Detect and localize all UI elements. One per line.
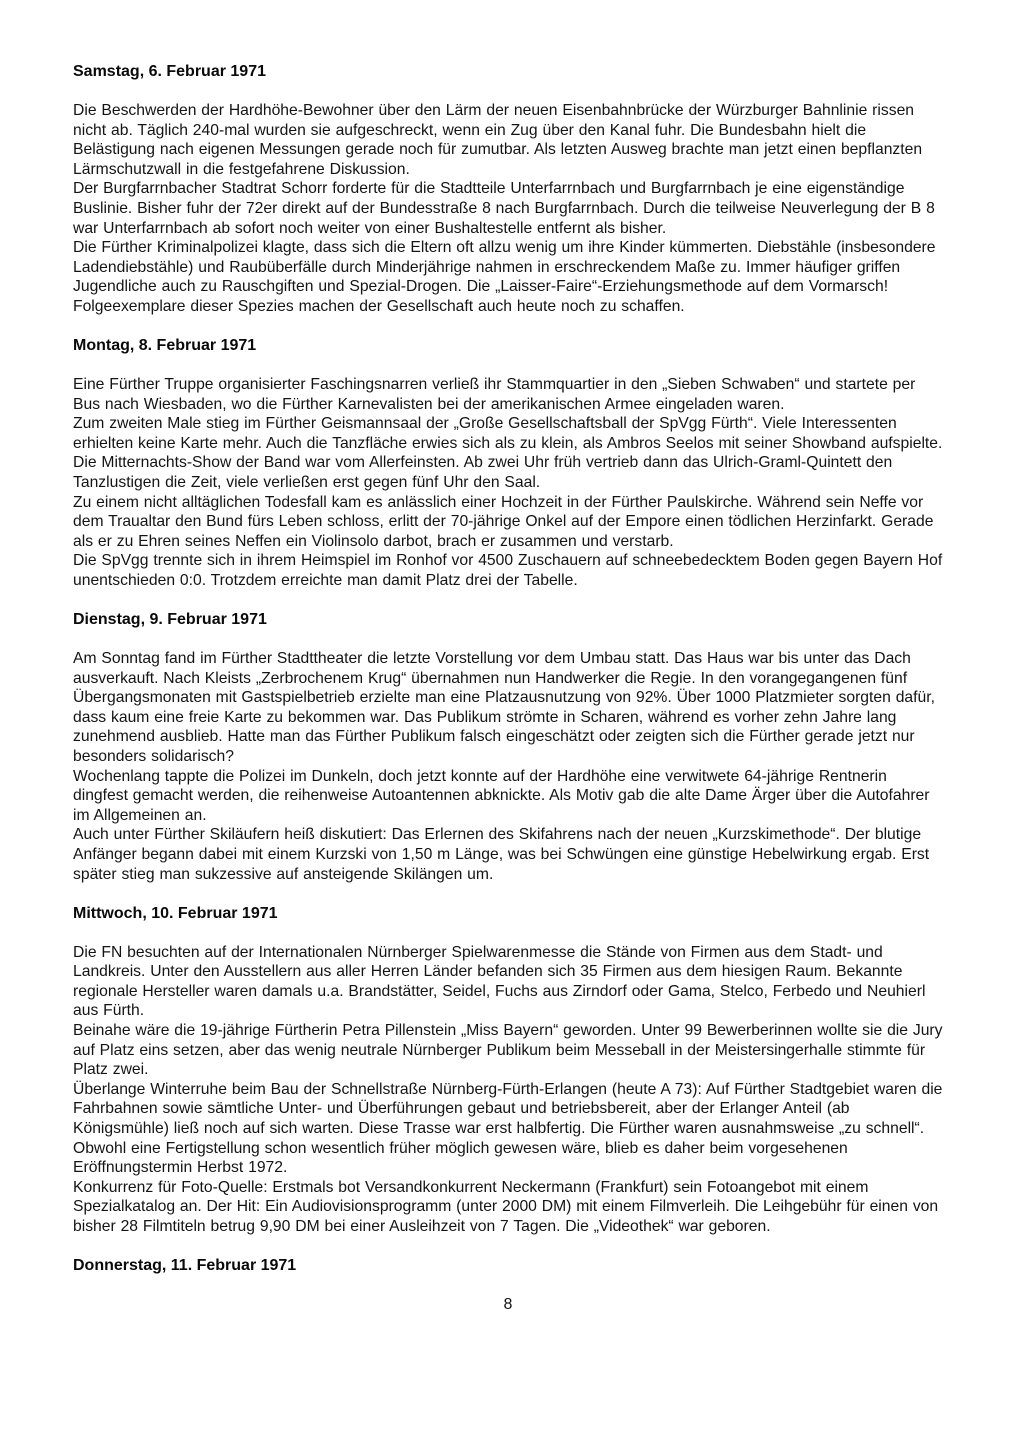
paragraph: Konkurrenz für Foto-Quelle: Erstmals bot Versandkonkurrent Neckermann (Frankfurt) sein Fotoangebot mit einem Spezialkatalog an. Der Hit: Ein Audiovisionsprogramm (unter 2000 DM) mit einem Filmverleih. Die Leihgebühr für einen von bisher 28 Filmtiteln betrug 9,90 DM bei einer Ausleihzeit von 7 Tagen. Die „Videothek“ war geboren.	[73, 1178, 939, 1235]
paragraph: Die Fürther Kriminalpolizei klagte, dass sich die Eltern oft allzu wenig um ihre Kinder kümmerten. Diebstähle (insbesondere Ladendiebstähle) und Raubüberfälle durch Minderjährige nahmen in erschreckendem Maße zu. Immer häufiger griffen Jugendliche auch zu Rauschgiften und Spezial-Drogen. Die „Laisser-Faire“-Erziehungsmethode auf dem Vormarsch! Folgeexemplare dieser Spezies machen der Gesellschaft auch heute noch zu schaffen.	[73, 239, 936, 315]
entry-body-mittwoch	[73, 943, 943, 1237]
heading-mittwoch-10-februar-1971: Mittwoch, 10. Februar 1971	[73, 904, 278, 922]
page-number: 8	[503, 1296, 513, 1314]
paragraph: Die Beschwerden der Hardhöhe-Bewohner über den Lärm der neuen Eisenbahnbrücke der Würzburger Bahnlinie rissen nicht ab. Täglich 240-mal wurden sie aufgeschreckt, wenn ein Zug über den Kanal fuhr. Die Bundesbahn hielt die Belästigung nach eigenen Messungen gerade noch für zumutbar. Als letzten Ausweg brachte man jetzt einen bepflanzten Lärmschutzwall in die festgefahrene Diskussion.	[73, 102, 923, 178]
paragraph: Zu einem nicht alltäglichen Todesfall kam es anlässlich einer Hochzeit in der Fürther Paulskirche. Während sein Neffe vor dem Traualtar den Bund fürs Leben schloss, erlitt der 70-jährige Onkel auf der Empore einen tödlichen Herzinfarkt. Gerade als er zu Ehren seines Neffen ein Violinsolo darbot, brach er zusammen und verstarb.	[73, 493, 934, 550]
entry-body-dienstag	[73, 649, 943, 884]
paragraph: Wochenlang tappte die Polizei im Dunkeln, doch jetzt konnte auf der Hardhöhe eine verwitwete 64-jährige Rentnerin dingfest gemacht werden, die reihenweise Autoantennen abknickte. Als Motiv gab die alte Dame Ärger über die Autofahrer im Allgemeinen an.	[73, 767, 930, 824]
paragraph: Zum zweiten Male stieg im Fürther Geismannsaal der „Große Gesellschaftsball der SpVgg Fürth“. Viele Interessenten erhielten keine Karte mehr. Auch die Tanzfläche erwies sich als zu klein, als Ambros Seelos mit seiner Showband aufspielte. Die Mitternachts-Show der Band war vom Allerfeinsten. Ab zwei Uhr früh vertrieb dann das Ulrich-Graml-Quintett den Tanzlustigen die Zeit, viele verließen erst gegen fünf Uhr den Saal.	[73, 415, 943, 491]
document-page	[73, 62, 943, 1315]
heading-montag-8-februar-1971: Montag, 8. Februar 1971	[73, 337, 257, 355]
heading-samstag-6-februar-1971: Samstag, 6. Februar 1971	[73, 63, 266, 80]
heading-dienstag-9-februar-1971: Dienstag, 9. Februar 1971	[73, 611, 267, 629]
heading-donnerstag-11-februar-1971: Donnerstag, 11. Februar 1971	[73, 1257, 297, 1275]
paragraph: Am Sonntag fand im Fürther Stadttheater die letzte Vorstellung vor dem Umbau statt. Das Haus war bis unter das Dach ausverkauft. Nach Kleists „Zerbrochenem Krug“ übernahmen nun Handwerker die Regie. In den vorangegangenen fünf Übergangsmonaten mit Gastspielbetrieb erzielte man eine Platzausnutzung von 92%. Über 1000 Platzmieter sorgten dafür, dass kaum eine freie Karte zu bekommen war. Das Publikum strömte in Scharen, während es vorher zehn Jahre lang zunehmend ausblieb. Hatte man das Fürther Publikum falsch eingeschätzt oder zeigten sich die Fürther gerade jetzt nur besonders solidarisch?	[73, 650, 935, 766]
paragraph: Beinahe wäre die 19-jährige Fürtherin Petra Pillenstein „Miss Bayern“ geworden. Unter 99 Bewerberinnen wollte sie die Jury auf Platz eins setzen, aber das wenig neutrale Nürnberger Publikum beim Messeball in der Meistersingerhalle stimmte für Platz zwei.	[73, 1022, 943, 1079]
paragraph: Eine Fürther Truppe organisierter Faschingsnarren verließ ihr Stammquartier in den „Sieben Schwaben“ und startete per Bus nach Wiesbaden, wo die Fürther Karnevalisten bei der amerikanischen Armee eingeladen waren.	[73, 376, 916, 413]
paragraph: Die SpVgg trennte sich in ihrem Heimspiel im Ronhof vor 4500 Zuschauern auf schneebedecktem Boden gegen Bayern Hof unentschieden 0:0. Trotzdem erreichte man damit Platz drei der Tabelle.	[73, 552, 943, 589]
paragraph: Überlange Winterruhe beim Bau der Schnellstraße Nürnberg-Fürth-Erlangen (heute A 73): Auf Fürther Stadtgebiet waren die Fahrbahnen sowie sämtliche Unter- und Überführungen gebaut und betriebsbereit, aber der Erlanger Anteil (ab Königsmühle) ließ noch auf sich warten. Diese Trasse war erst halbfertig. Die Fürther waren ausnahmsweise „zu schnell“. Obwohl eine Fertigstellung schon wesentlich früher möglich gewesen wäre, blieb es daher beim vorgesehenen Eröffnungstermin Herbst 1972.	[73, 1080, 943, 1177]
entry-body-montag	[73, 375, 943, 591]
paragraph: Auch unter Fürther Skiläufern heiß diskutiert: Das Erlernen des Skifahrens nach der neuen „Kurzskimethode“. Der blutige Anfänger begann dabei mit einem Kurzski von 1,50 m Länge, was bei Schwüngen eine günstige Hebelwirkung ergab. Erst später stieg man sukzessive auf ansteigende Skilängen um.	[73, 826, 930, 883]
entry-body-samstag	[73, 101, 943, 317]
paragraph: Die FN besuchten auf der Internationalen Nürnberger Spielwarenmesse die Stände von Firmen aus dem Stadt- und Landkreis. Unter den Ausstellern aus aller Herren Länder befanden sich 35 Firmen aus dem hiesigen Raum. Bekannte regionale Hersteller waren damals u.a. Brandstätter, Seidel, Fuchs aus Zirndorf oder Gama, Stelco, Ferbedo und Neuhierl aus Fürth.	[73, 943, 926, 1020]
paragraph: Der Burgfarrnbacher Stadtrat Schorr forderte für die Stadtteile Unterfarrnbach und Burgfarrnbach je eine eigenständige Buslinie. Bisher fuhr der 72er direkt auf der Bundesstraße 8 nach Burgfarrnbach. Durch die teilweise Neuverlegung der B 8 war Unterfarrnbach ab sofort noch weiter von einer Bushaltestelle entfernt als bisher.	[73, 180, 935, 237]
